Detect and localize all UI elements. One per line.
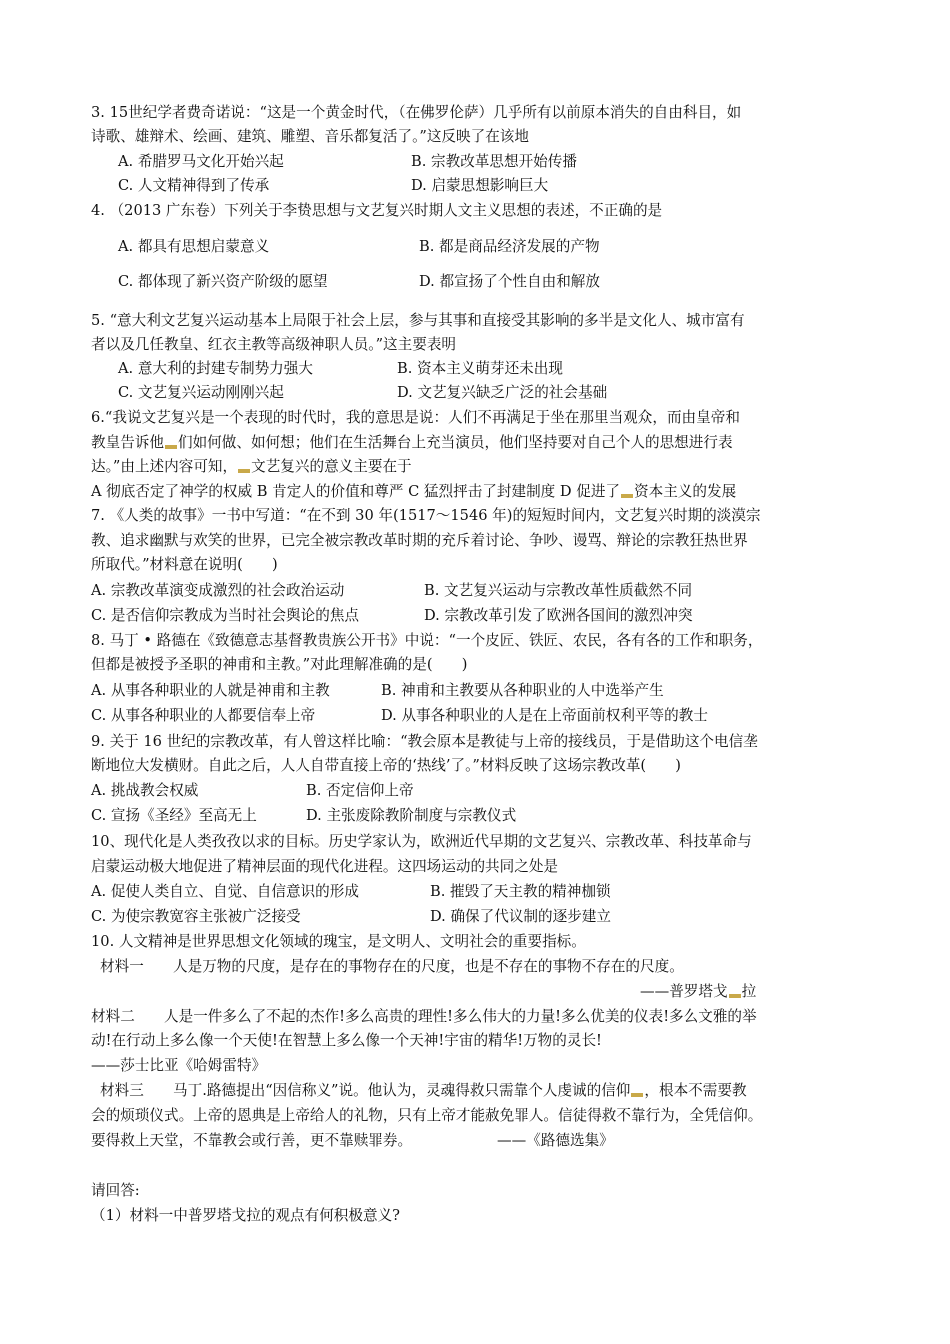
q3-option-c: C. 人文精神得到了传承 [118, 177, 270, 194]
q9-stem-line2: 断地位大发横财。自此之后，人人自带直接上帝的‘热线’了。”材料反映了这场宗教改革( ) [91, 757, 681, 774]
q3-option-d: D. 启蒙思想影响巨大 [411, 177, 549, 194]
q3-stem-line1: 3. 15世纪学者费奇诺说：“这是一个黄金时代，（在佛罗伦萨）几乎所有以前原本消失的自由科目，如 [91, 104, 742, 121]
q6-stem-line2-part2: 们如何做、如何想；他们在生活舞台上充当演员，他们坚持要对自己个人的思想进行表 [177, 434, 733, 451]
q7-option-d: D. 宗教改革引发了欧洲各国间的激烈冲突 [424, 607, 693, 624]
material-2-text-line2: 动!在行动上多么像一个天使!在智慧上多么像一个天神!宇宙的精华!万物的灵长! [91, 1032, 602, 1049]
q10a-option-b: B. 摧毁了天主教的精神枷锁 [430, 883, 611, 900]
q5-stem-line1: 5. “意大利文艺复兴运动基本上局限于社会上层，参与其事和直接受其影响的多半是文化人、城市富有 [91, 312, 745, 329]
q5-option-a: A. 意大利的封建专制势力强大 [118, 360, 313, 377]
q6-stem-line3-part1: 达。”由上述内容可知， [91, 458, 238, 475]
q6-options-part1: A 彻底否定了神学的权威 B 肯定人的价值和尊严 C 猛烈抨击了封建制度 D 促进了 [91, 483, 621, 500]
q9-option-b: B. 否定信仰上帝 [306, 782, 414, 799]
material-3-text-line1-part2: ，根本不需要教 [644, 1082, 747, 1099]
q3-stem-line2: 诗歌、雄辩术、绘画、建筑、雕塑、音乐都复活了。”这反映了在该地 [91, 128, 529, 145]
material-1-label: 材料一 [100, 958, 144, 975]
q6-stem-line3-part2: 文艺复兴的意义主要在于 [251, 458, 412, 475]
q10a-option-a: A. 促使人类自立、自觉、自信意识的形成 [91, 883, 359, 900]
highlight-mark [631, 1093, 643, 1097]
material-1-text: 人是万物的尺度，是存在的事物存在的尺度，也是不存在的事物不存在的尺度。 [173, 958, 684, 975]
q10a-stem-line2: 启蒙运动极大地促进了精神层面的现代化进程。这四场运动的共同之处是 [91, 858, 559, 875]
q7-stem-line2: 教、追求幽默与欢笑的世界，已完全被宗教改革时期的充斥着讨论、争吵、谩骂、辩论的宗教狂热世界 [91, 532, 748, 549]
q8-option-c: C. 从事各种职业的人都要信奉上帝 [91, 707, 316, 724]
q3-option-a: A. 希腊罗马文化开始兴起 [118, 153, 284, 170]
highlight-mark [165, 445, 177, 449]
q9-option-d: D. 主张废除教阶制度与宗教仪式 [306, 807, 517, 824]
highlight-mark [238, 469, 250, 473]
q4-stem-line1: 4. （2013 广东卷）下列关于李贽思想与文艺复兴时期人文主义思想的表述，不正确的是 [91, 202, 663, 219]
material-2-label: 材料二 [91, 1008, 135, 1025]
q10a-option-c: C. 为使宗教宽容主张被广泛接受 [91, 908, 301, 925]
q8-stem-line2: 但都是被授予圣职的神甫和主教。”对此理解准确的是( ) [91, 656, 468, 673]
material-1-source-part1: ——普罗塔戈 [640, 983, 728, 1000]
sub-question-1: （1）材料一中普罗塔戈拉的观点有何积极意义? [91, 1207, 400, 1224]
highlight-mark [729, 994, 741, 998]
material-1-source [640, 982, 756, 1002]
q4-option-c: C. 都体现了新兴资产阶级的愿望 [118, 273, 328, 290]
material-3-label: 材料三 [100, 1082, 144, 1099]
q9-option-c: C. 宣扬《圣经》至高无上 [91, 807, 257, 824]
q6-options [91, 482, 736, 502]
material-2-source: ——莎士比亚《哈姆雷特》 [91, 1057, 267, 1074]
material-2-text-line1: 人是一件多么了不起的杰作!多么高贵的理性!多么伟大的力量!多么优美的仪表!多么文雅的举 [164, 1008, 757, 1025]
q4-option-a: A. 都具有思想启蒙意义 [118, 238, 270, 255]
q8-stem-line1: 8. 马丁 • 路德在《致德意志基督教贵族公开书》中说：“一个皮匠、铁匠、农民，各有各的工作和职务， [91, 632, 763, 649]
q8-option-a: A. 从事各种职业的人就是神甫和主教 [91, 682, 330, 699]
q9-stem-line1: 9. 关于 16 世纪的宗教改革，有人曾这样比喻：“教会原本是教徒与上帝的接线员，于是借助这个电信垄 [91, 733, 758, 750]
q7-stem-line3: 所取代。”材料意在说明( ) [91, 556, 278, 573]
material-3-text-line3: 要得救上天堂，不靠教会或行善，更不靠赎罪券。 [91, 1132, 413, 1149]
q5-option-c: C. 文艺复兴运动刚刚兴起 [118, 384, 284, 401]
q6-stem-line3 [91, 457, 412, 477]
q4-option-d: D. 都宣扬了个性自由和解放 [419, 273, 600, 290]
q7-option-c: C. 是否信仰宗教成为当时社会舆论的焦点 [91, 607, 360, 624]
q6-stem-line1: 6.“我说文艺复兴是一个表现的时代时，我的意思是说：人们不再满足于坐在那里当观众，而由皇帝和 [91, 409, 740, 426]
q8-option-d: D. 从事各种职业的人是在上帝面前权利平等的教士 [381, 707, 708, 724]
q7-stem-line1: 7. 《人类的故事》一书中写道：“在不到 30 年(1517～1546 年)的短短时间内，文艺复兴时期的淡漠宗 [91, 507, 761, 524]
q3-option-b: B. 宗教改革思想开始传播 [411, 153, 577, 170]
highlight-mark [621, 494, 633, 498]
q6-stem-line2-part1: 教皇告诉他 [91, 434, 164, 451]
material-1-source-part2: 拉 [741, 983, 757, 1000]
q9-option-a: A. 挑战教会权威 [91, 782, 199, 799]
q6-options-part2: 资本主义的发展 [634, 483, 737, 500]
q10b-stem-line1: 10. 人文精神是世界思想文化领域的瑰宝，是文明人、文明社会的重要指标。 [91, 933, 586, 950]
q10a-stem-line1: 10、现代化是人类孜孜以求的目标。历史学家认为，欧洲近代早期的文艺复兴、宗教改革、科技革命与 [91, 833, 752, 850]
answer-prompt: 请回答: [91, 1182, 140, 1199]
q8-option-b: B. 神甫和主教要从各种职业的人中选举产生 [381, 682, 664, 699]
q7-option-a: A. 宗教改革演变成激烈的社会政治运动 [91, 582, 345, 599]
material-3-source: ——《路德选集》 [497, 1132, 614, 1149]
q6-stem-line2 [91, 433, 733, 453]
material-3-text-line2: 会的烦琐仪式。上帝的恩典是上帝给人的礼物，只有上帝才能赦免罪人。信徒得救不靠行为，全凭信仰。 [91, 1107, 763, 1124]
material-3-text-line1-part1: 马丁.路德提出“因信称义”说。他认为，灵魂得救只需靠个人虔诚的信仰 [173, 1082, 631, 1099]
q10a-option-d: D. 确保了代议制的逐步建立 [430, 908, 611, 925]
material-3-text-line1 [173, 1081, 747, 1101]
q4-option-b: B. 都是商品经济发展的产物 [419, 238, 600, 255]
q5-option-b: B. 资本主义萌芽还未出现 [397, 360, 563, 377]
q5-option-d: D. 文艺复兴缺乏广泛的社会基础 [397, 384, 608, 401]
q5-stem-line2: 者以及几任教皇、红衣主教等高级神职人员。”这主要表明 [91, 336, 457, 353]
q7-option-b: B. 文艺复兴运动与宗教改革性质截然不同 [424, 582, 693, 599]
